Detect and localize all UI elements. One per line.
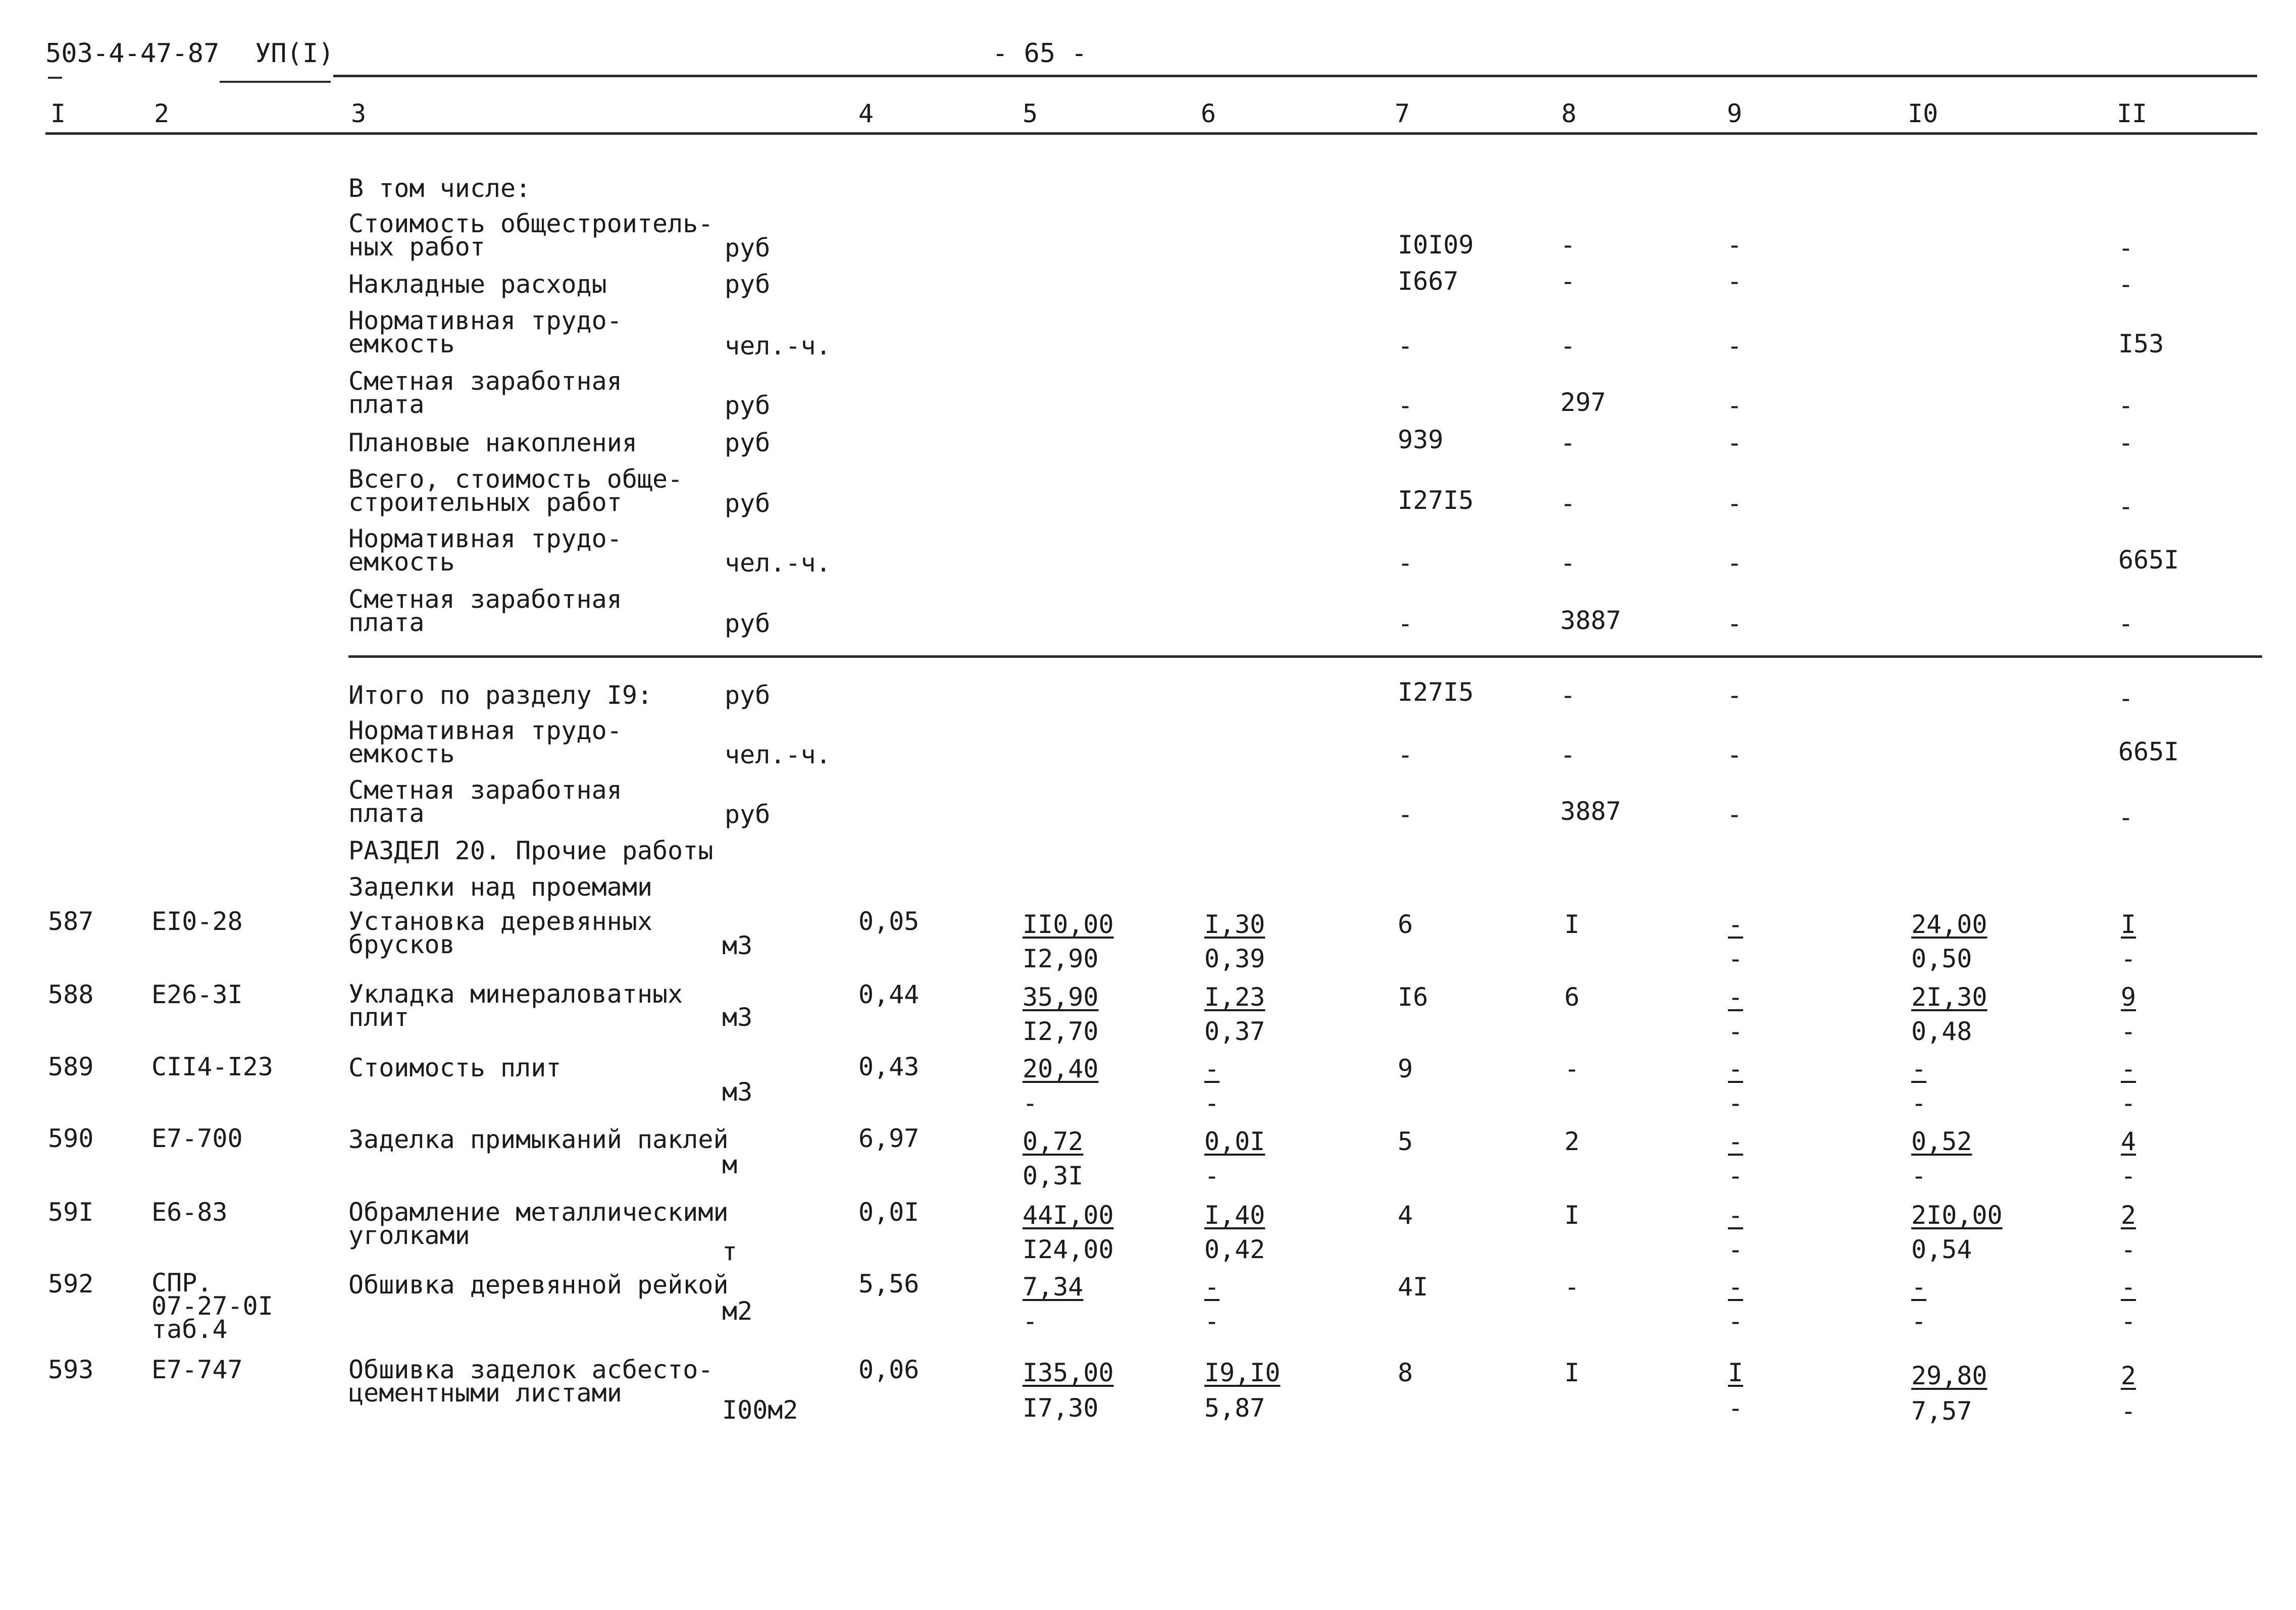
value-col6-top: I,23	[1204, 982, 1265, 1012]
value-col7: -	[1398, 800, 1413, 829]
value-col10-bottom: 0,48	[1911, 1017, 1972, 1046]
value-col9: -	[1727, 681, 1743, 710]
value-col11-bottom: -	[2121, 1235, 2136, 1264]
value-col7: 4I	[1398, 1272, 1428, 1302]
value-col7: -	[1398, 331, 1413, 360]
row-label: Плановые накопления	[348, 428, 637, 457]
value-col5-bottom: I2,90	[1023, 944, 1099, 973]
item-name: Установка деревянных брусков	[348, 907, 653, 959]
item-code: EI0-28	[151, 907, 243, 936]
value-col11-top: -	[2121, 1054, 2136, 1083]
value-col5-bottom: 0,3I	[1023, 1161, 1084, 1190]
value-col6-bottom: -	[1204, 1307, 1220, 1336]
value-col5-top: I35,00	[1023, 1358, 1114, 1387]
value-col11-top: I	[2121, 910, 2136, 939]
row-unit: руб	[725, 428, 771, 457]
value-col9: -	[1727, 489, 1743, 518]
row-unit: чел.-ч.	[725, 740, 831, 769]
item-quantity: 0,05	[858, 907, 920, 936]
column-header: II	[2117, 99, 2148, 128]
doc-code: 503-4-47-87	[45, 38, 220, 69]
value-col11: -	[2118, 270, 2134, 299]
value-col9-top: -	[1728, 910, 1744, 939]
value-col9: -	[1727, 267, 1743, 296]
header-rule-bottom	[45, 132, 2257, 135]
value-col11-bottom: -	[2121, 944, 2136, 973]
item-unit: м3	[722, 1003, 753, 1032]
value-col9: -	[1727, 800, 1743, 829]
value-col7: 939	[1398, 425, 1444, 454]
value-col8: -	[1560, 489, 1576, 518]
item-code: СПР. 07-27-0I таб.4	[151, 1268, 273, 1344]
value-col5-bottom: -	[1023, 1088, 1038, 1118]
row-label: Нормативная трудо- емкость	[348, 716, 622, 768]
value-col10-top: 2I0,00	[1911, 1201, 2003, 1230]
value-col7: -	[1398, 548, 1413, 578]
value-col6-top: I,40	[1204, 1201, 1265, 1230]
value-col7: I6	[1398, 982, 1428, 1012]
value-col7: 9	[1398, 1054, 1413, 1083]
value-col6-bottom: -	[1204, 1088, 1220, 1118]
row-unit: руб	[725, 800, 771, 829]
value-col6-bottom: -	[1204, 1161, 1220, 1190]
value-col5-top: 20,40	[1023, 1054, 1099, 1083]
value-col9: -	[1727, 230, 1743, 259]
value-col11: 665I	[2118, 545, 2179, 575]
page-number: - 65 -	[992, 38, 1087, 69]
value-col9-bottom: -	[1728, 944, 1744, 973]
item-code: E6-83	[151, 1198, 228, 1227]
value-col5-bottom: I7,30	[1023, 1393, 1099, 1423]
value-col5-bottom: I2,70	[1023, 1017, 1099, 1046]
item-quantity: 0,44	[858, 980, 920, 1009]
value-col9-bottom: -	[1728, 1017, 1744, 1046]
value-col9: -	[1727, 428, 1743, 457]
header-tick	[48, 77, 62, 79]
header-underline	[220, 81, 331, 83]
value-col10-bottom: 7,57	[1911, 1396, 1972, 1426]
value-col11: -	[2118, 684, 2134, 713]
value-col6-top: 0,0I	[1204, 1127, 1265, 1156]
value-col9: -	[1727, 740, 1743, 769]
value-col8: 6	[1564, 982, 1580, 1012]
value-col9: -	[1727, 391, 1743, 420]
item-code: CII4-I23	[151, 1052, 273, 1081]
row-label: Нормативная трудо- емкость	[348, 524, 622, 577]
row-unit: чел.-ч.	[725, 331, 831, 360]
item-number: 593	[48, 1355, 94, 1384]
value-col7: 5	[1398, 1127, 1413, 1156]
value-col9: -	[1727, 548, 1743, 578]
value-col10-bottom: -	[1911, 1307, 1927, 1336]
row-label: Сметная заработная плата	[348, 775, 622, 828]
column-header: 9	[1727, 99, 1743, 128]
value-col6-bottom: 0,39	[1204, 944, 1265, 973]
value-col7: I27I5	[1398, 678, 1474, 707]
value-col11-top: 9	[2121, 982, 2136, 1012]
section-subtitle: Заделки над проемами	[348, 872, 653, 902]
column-header: I0	[1908, 99, 1938, 128]
value-col6-top: -	[1204, 1054, 1220, 1083]
value-col11: -	[2118, 391, 2134, 420]
value-col6-bottom: 5,87	[1204, 1393, 1265, 1423]
item-name: Заделка примыканий паклей	[348, 1125, 729, 1154]
value-col5-bottom: I24,00	[1023, 1235, 1114, 1264]
item-name: Стоимость плит	[348, 1053, 562, 1082]
value-col11-bottom: -	[2121, 1161, 2136, 1190]
item-name: Обрамление металлическими уголками	[348, 1198, 729, 1250]
value-col5-top: 35,90	[1023, 982, 1099, 1012]
row-unit: руб	[725, 609, 771, 638]
value-col11: -	[2118, 492, 2134, 521]
value-col6-bottom: 0,42	[1204, 1235, 1265, 1264]
item-number: 59I	[48, 1198, 94, 1227]
value-col7: 8	[1398, 1358, 1413, 1387]
value-col11-bottom: -	[2121, 1088, 2136, 1118]
value-col7: I27I5	[1398, 486, 1474, 515]
row-unit: руб	[725, 233, 771, 263]
value-col10-top: -	[1911, 1272, 1927, 1302]
item-unit: м	[722, 1150, 738, 1179]
value-col9: -	[1727, 609, 1743, 638]
value-col11: 665I	[2118, 737, 2179, 766]
incl-heading: В том числе:	[348, 174, 531, 203]
item-number: 592	[48, 1269, 94, 1299]
value-col8: I	[1564, 1358, 1580, 1387]
item-quantity: 5,56	[858, 1269, 920, 1299]
value-col10-top: 2I,30	[1911, 982, 1987, 1012]
section-title: РАЗДЕЛ 20. Прочие работы	[348, 836, 713, 865]
value-col7: 6	[1398, 910, 1413, 939]
value-col7: -	[1398, 391, 1413, 420]
row-label: Нормативная трудо- емкость	[348, 306, 622, 358]
item-quantity: 6,97	[858, 1124, 920, 1153]
value-col5-top: II0,00	[1023, 910, 1114, 939]
value-col9-bottom: -	[1728, 1307, 1744, 1336]
value-col10-top: 0,52	[1911, 1127, 1972, 1156]
value-col5-top: 0,72	[1023, 1127, 1084, 1156]
item-quantity: 0,0I	[858, 1198, 920, 1227]
row-unit: руб	[725, 489, 771, 518]
column-header: 6	[1201, 99, 1216, 128]
value-col9-top: -	[1728, 1201, 1744, 1230]
value-col7: -	[1398, 609, 1413, 638]
value-col11-bottom: -	[2121, 1396, 2136, 1426]
value-col9-bottom: -	[1728, 1088, 1744, 1118]
value-col9-top: -	[1728, 1272, 1744, 1302]
item-unit: м3	[722, 1077, 753, 1107]
value-col5-top: 7,34	[1023, 1272, 1084, 1302]
value-col6-top: -	[1204, 1272, 1220, 1302]
value-col11: -	[2118, 233, 2134, 263]
item-number: 590	[48, 1124, 94, 1153]
item-number: 587	[48, 907, 94, 936]
value-col9: -	[1727, 331, 1743, 360]
value-col10-top: -	[1911, 1054, 1927, 1083]
row-unit: чел.-ч.	[725, 548, 831, 578]
value-col11-top: 2	[2121, 1361, 2136, 1390]
value-col10-top: 29,80	[1911, 1361, 1987, 1390]
value-col8: -	[1560, 331, 1576, 360]
row-label: Стоимость общестроитель- ных работ	[348, 209, 713, 262]
value-col11: -	[2118, 428, 2134, 457]
item-code: E7-700	[151, 1124, 243, 1153]
value-col9-top: -	[1728, 1127, 1744, 1156]
column-header: 8	[1561, 99, 1577, 128]
value-col8: -	[1560, 548, 1576, 578]
value-col6-top: I,30	[1204, 910, 1265, 939]
value-col8: 3887	[1560, 797, 1621, 826]
value-col8: -	[1560, 267, 1576, 296]
row-unit: руб	[725, 391, 771, 420]
column-header: I	[50, 99, 66, 128]
item-code: E7-747	[151, 1355, 243, 1384]
column-header: 7	[1395, 99, 1410, 128]
value-col10-top: 24,00	[1911, 910, 1987, 939]
value-col8: -	[1564, 1272, 1580, 1302]
value-col8: 297	[1560, 388, 1606, 417]
value-col11-bottom: -	[2121, 1017, 2136, 1046]
value-col8: -	[1564, 1054, 1580, 1083]
item-unit: т	[722, 1237, 738, 1266]
value-col8: I	[1564, 910, 1580, 939]
value-col8: -	[1560, 740, 1576, 769]
item-name: Обшивка заделок асбесто- цементными листами	[348, 1355, 713, 1408]
value-col8: 2	[1564, 1127, 1580, 1156]
album-code: УП(I)	[255, 38, 334, 69]
column-header: 4	[858, 99, 874, 128]
item-number: 588	[48, 980, 94, 1009]
value-col7: 4	[1398, 1201, 1413, 1230]
value-col11-top: -	[2121, 1272, 2136, 1302]
value-col10-bottom: -	[1911, 1161, 1927, 1190]
row-unit: руб	[725, 270, 771, 299]
value-col11-bottom: -	[2121, 1307, 2136, 1336]
value-col9-top: I	[1728, 1358, 1744, 1387]
value-col7: -	[1398, 740, 1413, 769]
value-col8: -	[1560, 428, 1576, 457]
value-col11: I53	[2118, 329, 2164, 358]
item-quantity: 0,43	[858, 1052, 920, 1081]
item-name: Обшивка деревянной рейкой	[348, 1270, 729, 1300]
item-number: 589	[48, 1052, 94, 1081]
value-col11-top: 4	[2121, 1127, 2136, 1156]
value-col10-bottom: -	[1911, 1088, 1927, 1118]
row-label: Сметная заработная плата	[348, 585, 622, 637]
item-name: Укладка минераловатных плит	[348, 979, 683, 1032]
value-col5-bottom: -	[1023, 1307, 1038, 1336]
value-col8: 3887	[1560, 606, 1621, 635]
value-col10-bottom: 0,50	[1911, 944, 1972, 973]
section-divider	[348, 655, 2262, 658]
value-col8: -	[1560, 230, 1576, 259]
row-label: Всего, стоимость обще- строительных работ	[348, 464, 683, 517]
value-col11: -	[2118, 609, 2134, 638]
row-label: Сметная заработная плата	[348, 367, 622, 419]
header-rule-top	[333, 75, 2257, 77]
item-unit: м3	[722, 931, 753, 960]
value-col9-top: -	[1728, 1054, 1744, 1083]
value-col9-bottom: -	[1728, 1161, 1744, 1190]
item-quantity: 0,06	[858, 1355, 920, 1384]
item-unit: м2	[722, 1296, 753, 1326]
row-label: Накладные расходы	[348, 270, 607, 299]
value-col10-bottom: 0,54	[1911, 1235, 1972, 1264]
value-col7: I0I09	[1398, 230, 1474, 259]
value-col9-bottom: -	[1728, 1235, 1744, 1264]
value-col11: -	[2118, 803, 2134, 832]
value-col9-top: -	[1728, 982, 1744, 1012]
column-header: 2	[154, 99, 170, 128]
value-col9-bottom: -	[1728, 1393, 1744, 1423]
value-col7: I667	[1398, 267, 1459, 296]
item-unit: I00м2	[722, 1395, 798, 1425]
item-code: E26-3I	[151, 980, 243, 1009]
value-col6-top: I9,I0	[1204, 1358, 1281, 1387]
value-col11-top: 2	[2121, 1201, 2136, 1230]
column-header: 5	[1023, 99, 1038, 128]
column-header: 3	[351, 99, 367, 128]
value-col8: I	[1564, 1201, 1580, 1230]
value-col8: -	[1560, 681, 1576, 710]
value-col6-bottom: 0,37	[1204, 1017, 1265, 1046]
row-unit: руб	[725, 681, 771, 710]
value-col5-top: 44I,00	[1023, 1201, 1114, 1230]
row-label: Итого по разделу I9:	[348, 681, 653, 710]
